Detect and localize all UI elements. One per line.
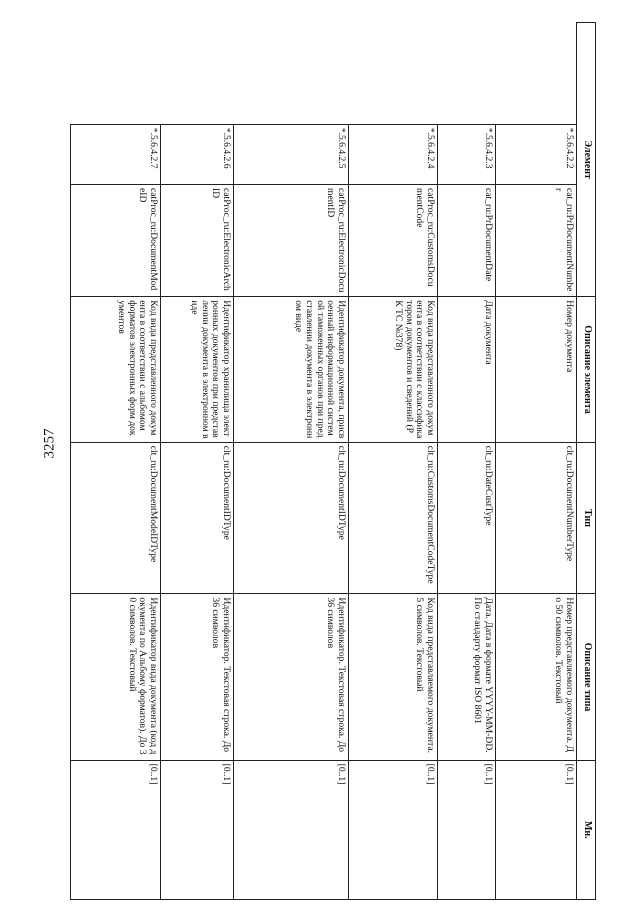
element-description: Номер документа <box>496 297 577 442</box>
table-header-row <box>577 23 596 900</box>
section-number: *.5.6.4.2.5 <box>234 124 349 184</box>
element-name: catProc_ru:ElectronicDocumentID <box>234 185 349 297</box>
element-description: Дата документа <box>438 297 496 442</box>
element-type: clt_ru:DateCustType <box>438 442 496 594</box>
multiplicity: [0..1] <box>438 760 496 899</box>
element-description: Код вида представленного документа в соответствии с альбомом форматов электронных форм документов <box>71 297 161 442</box>
element-name: catProc_ru:ElectronicArchID <box>161 185 234 297</box>
section-number: *.5.6.4.2.3 <box>438 124 496 184</box>
element-type: clt_ru:CustomsDocumentCodeType <box>349 442 438 594</box>
element-description: Идентификатор документа, присвоенный информационной системой таможенных органов при представлении документа в электронном виде <box>234 297 349 442</box>
header-element: Элемент <box>577 23 596 297</box>
section-number: *.5.6.4.2.4 <box>349 124 438 184</box>
element-description: Идентификатор хранилища электронных документов при представлении документа в электронном виде <box>161 297 234 442</box>
section-number: *.5.6.4.2.2 <box>496 124 577 184</box>
element-type: clt_ru:DocumentIDType <box>161 442 234 594</box>
element-name: cat_ru:PrDocumentDate <box>438 185 496 297</box>
header-multiplicity: Мн. <box>577 760 596 899</box>
element-type: clt_ru:DocumentNumberType <box>496 442 577 594</box>
type-description: Идентификатор. Текстовая строка. До 36 символов <box>161 594 234 760</box>
element-spec-table <box>70 22 596 900</box>
table-row <box>438 23 496 900</box>
multiplicity: [0..1] <box>71 760 161 899</box>
table-row <box>496 23 577 900</box>
section-number: *.5.6.4.2.7 <box>71 124 161 184</box>
element-type: clt_ru:DocumentIDType <box>234 442 349 594</box>
header-description: Описание элемента <box>577 297 596 442</box>
element-type: clt_ru:DocumentModeIDType <box>71 442 161 594</box>
element-name: catProc_ru:CustomsDocumentCode <box>349 185 438 297</box>
table-row <box>71 23 161 900</box>
type-description: Код вида представляемого документа. 5 символов. Текстовый <box>349 594 438 760</box>
element-description: Код вида представленного документа в соответствии с классификатором документов и сведений (РК ТС №378) <box>349 297 438 442</box>
multiplicity: [0..1] <box>496 760 577 899</box>
table-row <box>234 23 349 900</box>
rotated-table-container <box>88 22 596 900</box>
multiplicity: [0..1] <box>349 760 438 899</box>
multiplicity: [0..1] <box>234 760 349 899</box>
element-name: cat_ru:PrDocumentNumber <box>496 185 577 297</box>
section-number: *.5.6.4.2.6 <box>161 124 234 184</box>
type-description: Идентификатор. Текстовая строка. До 36 символов <box>234 594 349 760</box>
page-number: 3257 <box>41 428 58 459</box>
table-row <box>161 23 234 900</box>
header-type: Тип <box>577 442 596 594</box>
element-name: catProc_ru:DocumentModeID <box>71 185 161 297</box>
multiplicity: [0..1] <box>161 760 234 899</box>
type-description: Идентификатор вида документа (код документа по Альбому форматов). До 30 символов. Текстовый <box>71 594 161 760</box>
table-row <box>349 23 438 900</box>
type-description: Дата. Дата в формате YYYY-MM-DD. По стандарту формат ISO 8601 <box>438 594 496 760</box>
header-type-description: Описание типа <box>577 594 596 760</box>
type-description: Номер представляемого документа. До 50 символов. Текстовый <box>496 594 577 760</box>
